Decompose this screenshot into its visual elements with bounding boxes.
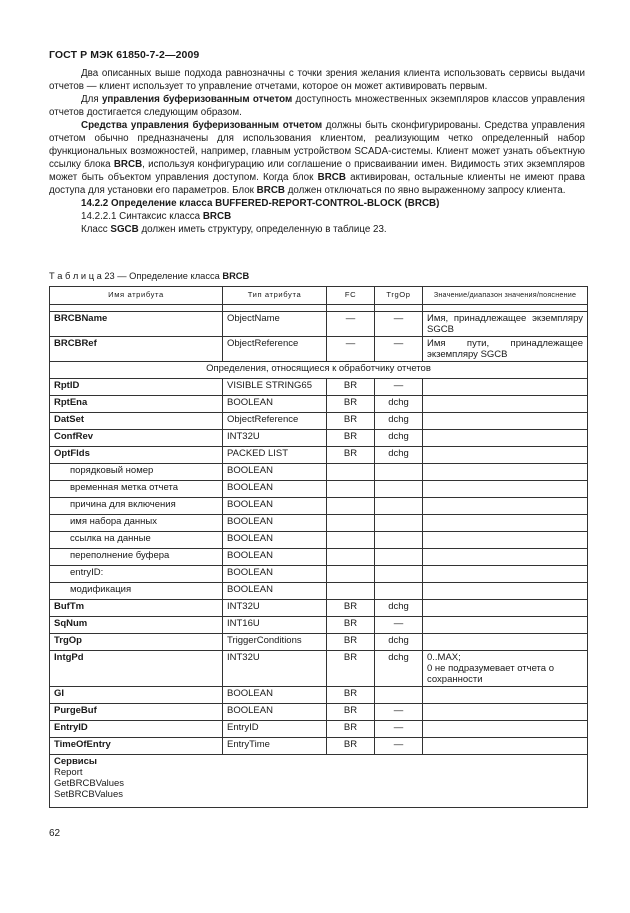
cell-type: BOOLEAN <box>223 515 327 532</box>
cell-type: BOOLEAN <box>223 687 327 704</box>
table-row <box>50 312 588 337</box>
cell-empty <box>327 583 375 600</box>
table-row <box>50 687 588 704</box>
cell-name: SqNum <box>50 617 223 634</box>
cell-trgop: — <box>375 312 423 337</box>
table-row <box>50 738 588 755</box>
cell-trgop: dchg <box>375 651 423 687</box>
cell-type: INT16U <box>223 617 327 634</box>
header-fc: FC <box>327 287 375 305</box>
cell-name: GI <box>50 687 223 704</box>
cell-value <box>423 651 588 687</box>
cell-value <box>423 704 588 721</box>
cell-empty <box>423 532 588 549</box>
cell-type: INT32U <box>223 651 327 687</box>
table-subrow <box>50 583 588 600</box>
cell-empty <box>375 566 423 583</box>
cell-type: BOOLEAN <box>223 532 327 549</box>
table-caption: Т а б л и ц а 23 — Определение класса BRCB <box>49 271 250 281</box>
cell-empty <box>327 566 375 583</box>
cell-trgop: — <box>375 704 423 721</box>
cell-empty <box>375 515 423 532</box>
cell-name: BRCBName <box>50 312 223 337</box>
cell-empty <box>423 515 588 532</box>
cell-name: PurgeBuf <box>50 704 223 721</box>
section-label: Определения, относящиеся к обработчику отчетов <box>50 362 588 379</box>
cell-fc: BR <box>327 721 375 738</box>
cell-empty <box>375 549 423 566</box>
table-subrow <box>50 532 588 549</box>
cell-type: ObjectReference <box>223 413 327 430</box>
cell-name: модификация <box>50 583 223 600</box>
cell-empty <box>375 532 423 549</box>
header-attr-name: Имя атрибута <box>50 287 223 305</box>
cell-value <box>423 413 588 430</box>
cell-type: BOOLEAN <box>223 549 327 566</box>
service-item: Report <box>54 767 83 778</box>
cell-empty <box>375 464 423 481</box>
paragraph-2: Для управления буферизованным отчетом доступность множественных экземпляров классов управления отчетов достигается следующим образом. <box>49 94 585 118</box>
cell-value: Имя, принадлежащее экземпляру SGCB <box>423 312 588 337</box>
cell-empty <box>327 532 375 549</box>
cell-trgop: — <box>375 738 423 755</box>
cell-empty <box>375 481 423 498</box>
cell-value <box>423 447 588 464</box>
table-subrow <box>50 515 588 532</box>
header-attr-type: Тип атрибута <box>223 287 327 305</box>
table-row <box>50 413 588 430</box>
cell-type: BOOLEAN <box>223 481 327 498</box>
cell-value <box>423 430 588 447</box>
cell-value: Имя пути, принадлежащее экземпляру SGCB <box>423 337 588 362</box>
cell-trgop: dchg <box>375 430 423 447</box>
cell-fc: BR <box>327 651 375 687</box>
cell-name: временная метка отчета <box>50 481 223 498</box>
cell-name: TimeOfEntry <box>50 738 223 755</box>
cell-value <box>423 738 588 755</box>
header-trgop: TrgOp <box>375 287 423 305</box>
cell-trgop: dchg <box>375 600 423 617</box>
cell-trgop <box>375 687 423 704</box>
cell-empty <box>327 515 375 532</box>
table-section-row <box>50 362 588 379</box>
table-row <box>50 430 588 447</box>
table-subrow <box>50 566 588 583</box>
paragraph-3: Средства управления буферизованным отчетом должны быть сконфигурированы. Средства управления отчетом обычно предназначены для использования клиентом, реализующим четко определенный набор функциональных возможностей, например, главным устройством SCADA-системы. Клиент может узнать объектную ссылку блока BRCB, используя конфигурацию или соглашение о присваивании имен. Видимость этих экземпляров может быть объектом управления доступом. Когда блок BRCB активирован, остальные клиенты не имеют права доступа для установки его параметров. Блок BRCB должен отключаться по явно выраженному запросу клиента. <box>49 120 586 196</box>
table-row <box>50 600 588 617</box>
cell-empty <box>423 464 588 481</box>
cell-type: ObjectReference <box>223 337 327 362</box>
cell-name: причина для включения <box>50 498 223 515</box>
table-row <box>50 721 588 738</box>
table-row <box>50 379 588 396</box>
cell-fc: — <box>327 337 375 362</box>
table-row <box>50 634 588 651</box>
table-gap-row <box>50 305 588 312</box>
header-value: Значение/диапазон значения/пояснение <box>423 287 588 305</box>
cell-fc: — <box>327 312 375 337</box>
cell-type: EntryTime <box>223 738 327 755</box>
cell-name: entryID: <box>50 566 223 583</box>
cell-type: BOOLEAN <box>223 583 327 600</box>
table-header-row <box>50 287 588 305</box>
cell-value <box>423 634 588 651</box>
cell-name: переполнение буфера <box>50 549 223 566</box>
brcb-definition-table <box>49 286 588 808</box>
cell-trgop: — <box>375 337 423 362</box>
cell-empty <box>423 549 588 566</box>
cell-name: BRCBRef <box>50 337 223 362</box>
cell-fc: BR <box>327 600 375 617</box>
section-heading: 14.2.2 Определение класса BUFFERED-REPORT-CONTROL-BLOCK (BRCB) <box>81 198 440 209</box>
service-item: GetBRCBValues <box>54 778 125 789</box>
cell-empty <box>375 583 423 600</box>
cell-fc: BR <box>327 704 375 721</box>
cell-type: INT32U <box>223 600 327 617</box>
cell-name: OptFlds <box>50 447 223 464</box>
cell-name: IntgPd <box>50 651 223 687</box>
cell-value <box>423 721 588 738</box>
table-row <box>50 396 588 413</box>
cell-value <box>423 687 588 704</box>
cell-empty <box>423 566 588 583</box>
cell-type: BOOLEAN <box>223 464 327 481</box>
cell-trgop: — <box>375 379 423 396</box>
table-subrow <box>50 498 588 515</box>
cell-trgop: dchg <box>375 396 423 413</box>
cell-fc: BR <box>327 447 375 464</box>
value-line-1: 0..MAX; <box>427 652 461 663</box>
table-row <box>50 447 588 464</box>
cell-fc: BR <box>327 430 375 447</box>
cell-type: TriggerConditions <box>223 634 327 651</box>
cell-trgop: dchg <box>375 634 423 651</box>
paragraph-1: Два описанных выше подхода равнозначны с точки зрения желания клиента использовать сервисы выдачи отчетов — клиент использует то управление отчетами, которое он может активировать первым. <box>49 68 585 92</box>
table-subrow <box>50 549 588 566</box>
cell-name: имя набора данных <box>50 515 223 532</box>
cell-empty <box>327 481 375 498</box>
cell-name: RptID <box>50 379 223 396</box>
cell-name: порядковый номер <box>50 464 223 481</box>
cell-fc: BR <box>327 413 375 430</box>
cell-type: BOOLEAN <box>223 704 327 721</box>
table-row <box>50 704 588 721</box>
cell-empty <box>423 498 588 515</box>
table-subrow <box>50 481 588 498</box>
cell-name: DatSet <box>50 413 223 430</box>
cell-type: VISIBLE STRING65 <box>223 379 327 396</box>
cell-value <box>423 600 588 617</box>
cell-trgop: — <box>375 617 423 634</box>
table-row <box>50 337 588 362</box>
cell-empty <box>423 583 588 600</box>
table-row <box>50 651 588 687</box>
cell-empty <box>423 481 588 498</box>
services-title: Сервисы <box>54 756 98 767</box>
body-text <box>49 67 585 236</box>
table-subrow <box>50 464 588 481</box>
cell-fc: BR <box>327 738 375 755</box>
cell-fc: BR <box>327 617 375 634</box>
service-item: SetBRCBValues <box>54 789 123 800</box>
paragraph-4: Класс SGCB должен иметь структуру, определенную в таблице 23. <box>81 224 387 235</box>
subsection-heading: 14.2.2.1 Синтаксис класса BRCB <box>81 211 232 222</box>
cell-fc: BR <box>327 379 375 396</box>
cell-type: ObjectName <box>223 312 327 337</box>
cell-empty <box>327 498 375 515</box>
cell-type: BOOLEAN <box>223 498 327 515</box>
cell-trgop: — <box>375 721 423 738</box>
cell-empty <box>327 464 375 481</box>
services-row <box>50 755 588 808</box>
cell-value <box>423 396 588 413</box>
cell-type: PACKED LIST <box>223 447 327 464</box>
cell-name: EntryID <box>50 721 223 738</box>
services-cell <box>50 755 588 808</box>
cell-type: INT32U <box>223 430 327 447</box>
cell-trgop: dchg <box>375 413 423 430</box>
cell-type: EntryID <box>223 721 327 738</box>
cell-fc: BR <box>327 396 375 413</box>
cell-name: BufTm <box>50 600 223 617</box>
cell-fc: BR <box>327 687 375 704</box>
cell-fc: BR <box>327 634 375 651</box>
cell-name: TrgOp <box>50 634 223 651</box>
cell-empty <box>327 549 375 566</box>
cell-name: ссылка на данные <box>50 532 223 549</box>
value-line-2: 0 не подразумевает отчета о сохранности <box>427 663 554 685</box>
cell-trgop: dchg <box>375 447 423 464</box>
table-row <box>50 617 588 634</box>
cell-value <box>423 379 588 396</box>
cell-empty <box>375 498 423 515</box>
page-number: 62 <box>49 828 61 839</box>
cell-value <box>423 617 588 634</box>
cell-name: ConfRev <box>50 430 223 447</box>
cell-name: RptEna <box>50 396 223 413</box>
cell-type: BOOLEAN <box>223 396 327 413</box>
document-header: ГОСТ Р МЭК 61850-7-2—2009 <box>49 49 200 61</box>
cell-type: BOOLEAN <box>223 566 327 583</box>
